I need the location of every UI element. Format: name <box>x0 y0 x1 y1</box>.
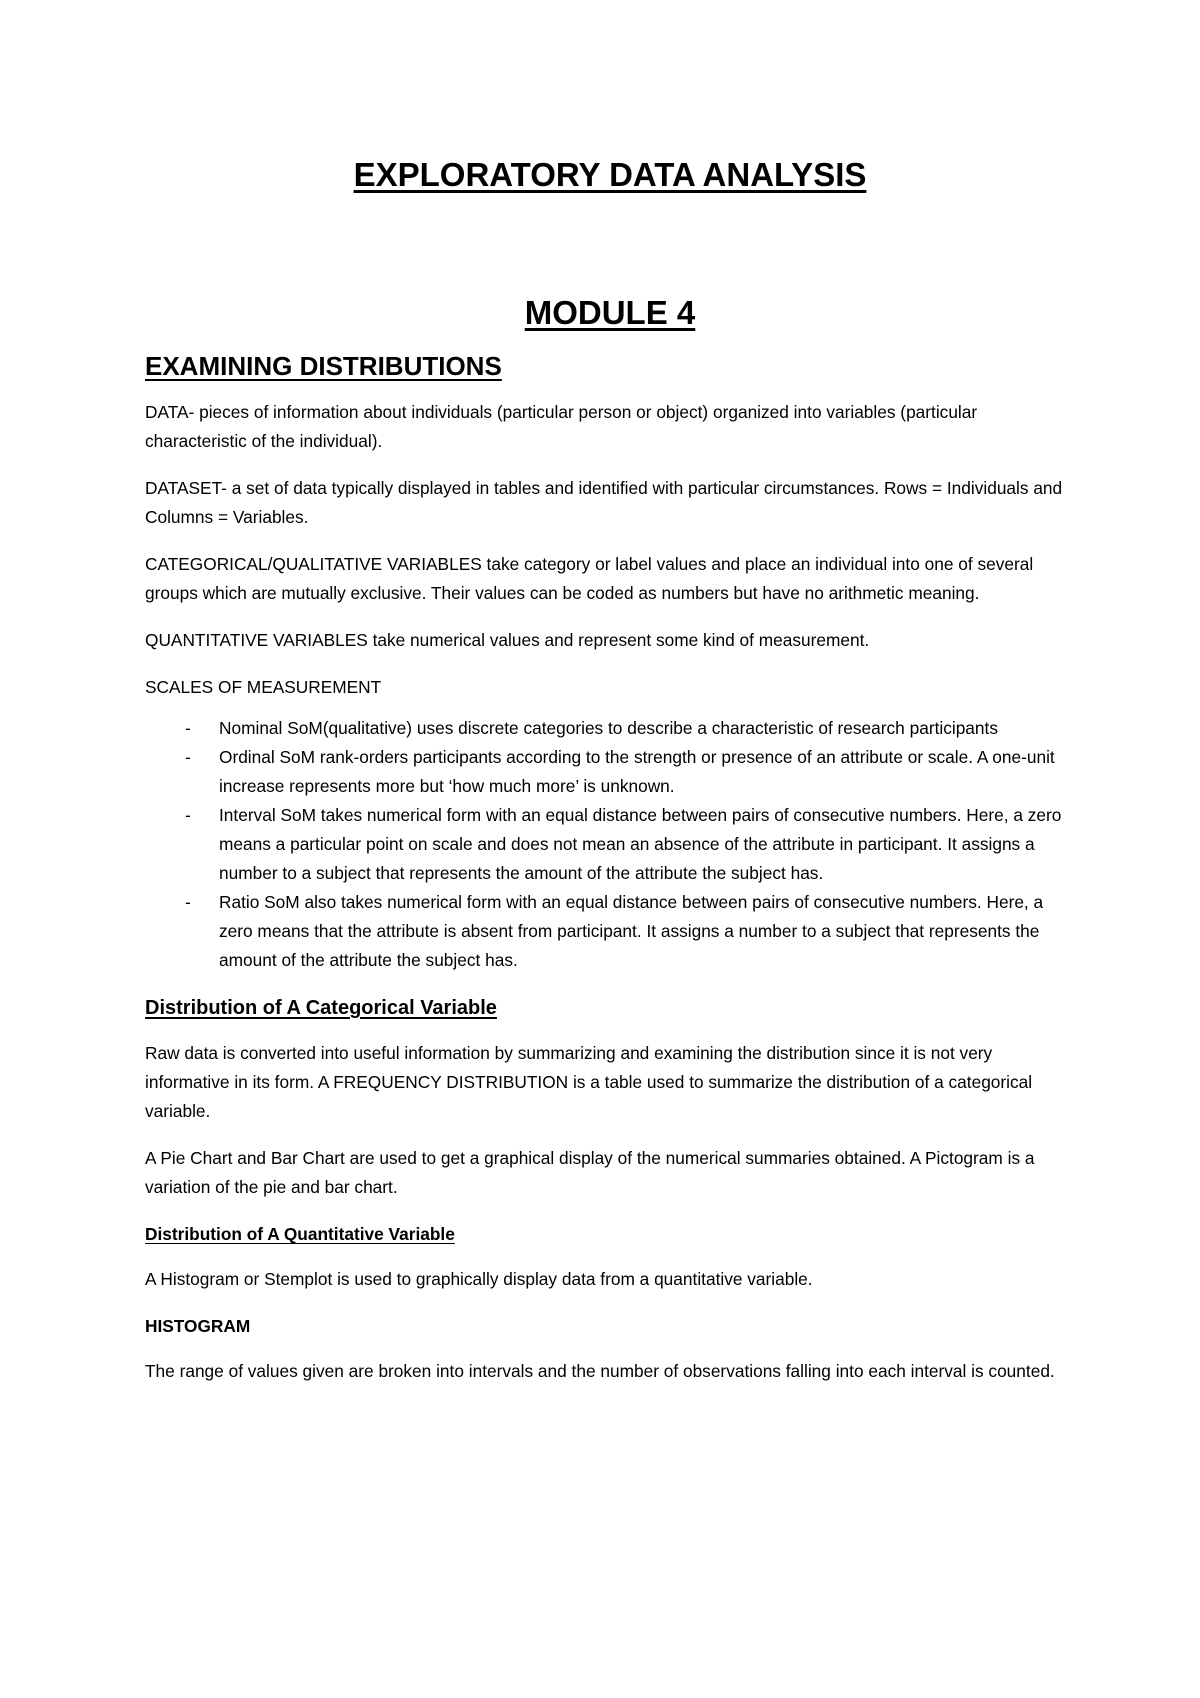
list-item-text: Interval SoM takes numerical form with an equal distance between pairs of consecutive numbers. Here, a zero means a particular point on scale and does not mean an absence of the attribute in participant. It assigns a number to a subject that represents the amount of the attribute the subject has. <box>219 805 1062 883</box>
list-dash: - <box>185 718 191 738</box>
data-definition: DATA- pieces of information about individuals (particular person or object) organized into variables (particular characteristic of the individual). <box>145 402 978 451</box>
categorical-distribution-heading: Distribution of A Categorical Variable <box>145 997 497 1019</box>
categorical-distribution-para-1: Raw data is converted into useful information by summarizing and examining the distribution since it is not very informative in its form. A FREQUENCY DISTRIBUTION is a table used to summarize the distribution of a categorical variable. <box>145 1043 1033 1121</box>
list-item <box>145 888 1065 975</box>
list-dash: - <box>185 747 191 767</box>
document-title: EXPLORATORY DATA ANALYSIS <box>353 156 867 193</box>
categorical-distribution-para-2: A Pie Chart and Bar Chart are used to get a graphical display of the numerical summaries obtained. A Pictogram is a variation of the pie and bar chart. <box>145 1148 1035 1197</box>
list-item <box>145 714 1065 743</box>
list-item <box>145 743 1065 801</box>
categorical-definition: CATEGORICAL/QUALITATIVE VARIABLES take category or label values and place an individual into one of several groups which are mutually exclusive. Their values can be coded as numbers but have no arithmetic meaning. <box>145 554 1034 603</box>
scales-list <box>145 714 1065 975</box>
section-title: EXAMINING DISTRIBUTIONS <box>145 351 502 381</box>
scales-title: SCALES OF MEASUREMENT <box>145 677 382 697</box>
module-title: MODULE 4 <box>524 294 696 331</box>
document-content <box>145 150 1065 1404</box>
dataset-definition: DATASET- a set of data typically displayed in tables and identified with particular circumstances. Rows = Individuals and Columns = Variables. <box>145 478 1063 527</box>
histogram-heading: HISTOGRAM <box>145 1316 251 1336</box>
list-item <box>145 801 1065 888</box>
list-dash: - <box>185 805 191 825</box>
quantitative-definition: QUANTITATIVE VARIABLES take numerical values and represent some kind of measurement. <box>145 630 870 650</box>
list-item-text: Nominal SoM(qualitative) uses discrete categories to describe a characteristic of research participants <box>219 718 998 738</box>
list-item-text: Ratio SoM also takes numerical form with an equal distance between pairs of consecutive numbers. Here, a zero means that the attribute is absent from participant. It assigns a number to a subject that represents the amount of the attribute the subject has. <box>219 892 1044 970</box>
histogram-para-1: The range of values given are broken into intervals and the number of observations falling into each interval is counted. <box>145 1361 1055 1381</box>
quantitative-distribution-heading: Distribution of A Quantitative Variable <box>145 1224 455 1244</box>
list-item-text: Ordinal SoM rank-orders participants according to the strength or presence of an attribute or scale. A one-unit increase represents more but ‘how much more’ is unknown. <box>219 747 1055 796</box>
list-dash: - <box>185 892 191 912</box>
quantitative-distribution-para-1: A Histogram or Stemplot is used to graphically display data from a quantitative variable. <box>145 1269 813 1289</box>
